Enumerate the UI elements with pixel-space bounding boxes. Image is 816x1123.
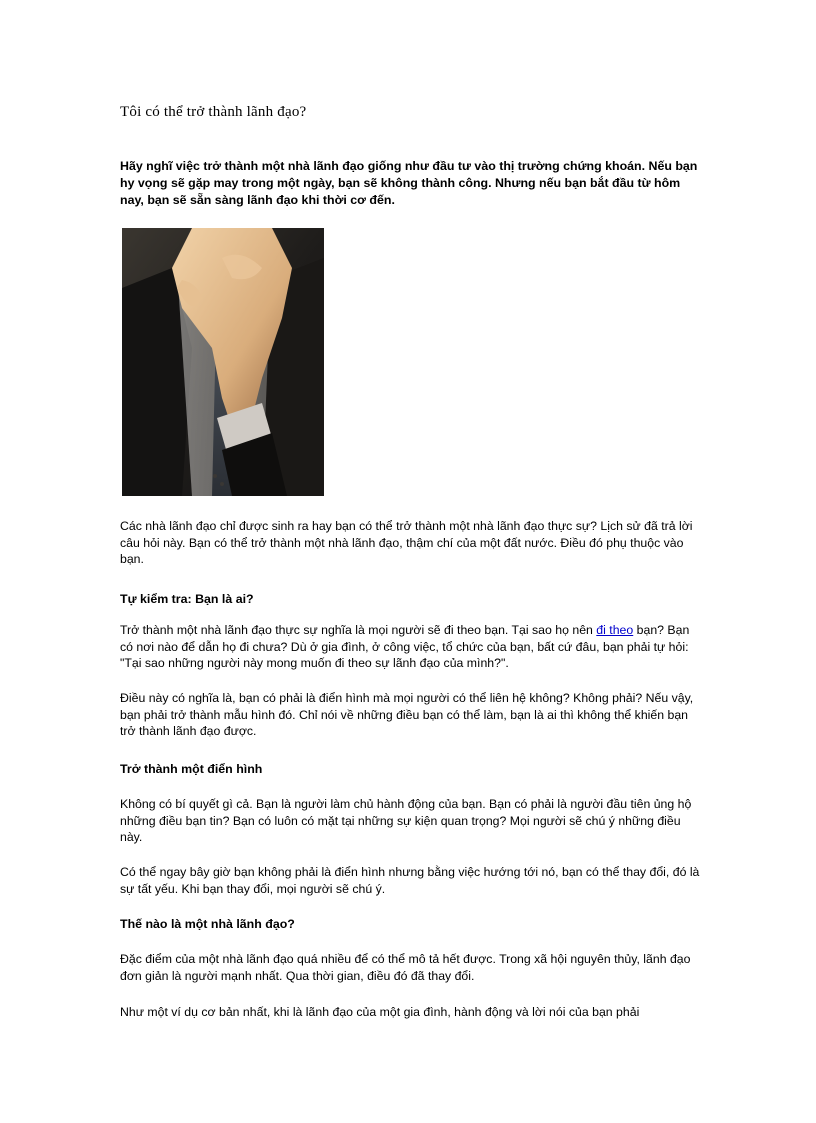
paragraph-family-example: Như một ví dụ cơ bản nhất, khi là lãnh đạo của một gia đình, hành động và lời nói của bạn phải — [120, 1005, 640, 1019]
lead-paragraph: Hãy nghĩ việc trở thành một nhà lãnh đạo giống như đầu tư vào thị trường chứng khoán. Nếu bạn hy vọng sẽ gặp may trong một ngày, bạn sẽ không thành công. Nhưng nếu bạn bắt đầu từ hôm nay, bạn sẽ sẵn sàng lãnh đạo khi thời cơ đến. — [120, 159, 698, 207]
section-heading-become-model: Trở thành một điển hình — [120, 762, 263, 776]
photo-illustration — [122, 228, 324, 496]
paragraph-change: Có thể ngay bây giờ bạn không phải là điển hình nhưng bằng việc hướng tới nó, bạn có thể thay đổi, đó là sự tất yếu. Khi bạn thay đổi, mọi người sẽ chú ý. — [120, 865, 700, 896]
paragraph-traits: Đặc điểm của một nhà lãnh đạo quá nhiều để có thể mô tả hết được. Trong xã hội nguyên thủy, lãnh đạo đơn giản là người mạnh nhất. Qua thời gian, điều đó đã thay đổi. — [120, 952, 691, 983]
intro-paragraph: Các nhà lãnh đạo chỉ được sinh ra hay bạn có thể trở thành một nhà lãnh đạo thực sự? Lịch sử đã trả lời câu hỏi này. Bạn có thể trở thành một nhà lãnh đạo, thậm chí của một đất nước. Điều đó phụ thuộc vào bạn. — [120, 519, 693, 566]
man-adjusting-tie-photo — [122, 228, 324, 496]
section-heading-self-check: Tự kiểm tra: Bạn là ai? — [120, 592, 254, 606]
paragraph-self-check-text-1: Trở thành một nhà lãnh đạo thực sự nghĩa là mọi người sẽ đi theo bạn. Tại sao họ nên — [120, 623, 597, 637]
paragraph-self-check-text-2: bạn? Bạn có nơi nào để dẫn họ đi chưa? Dù ở gia đình, ở công việc, tổ chức của bạn, bất cứ đâu, bạn phải tự hỏi: "Tại sao những người này mong muốn đi theo sự lãnh đạo của mình?". — [120, 623, 690, 670]
section-heading-what-is-leader: Thế nào là một nhà lãnh đạo? — [120, 917, 295, 931]
paragraph-self-check — [120, 622, 700, 672]
document-title: Tôi có thể trở thành lãnh đạo? — [120, 104, 307, 120]
paragraph-no-secret: Không có bí quyết gì cả. Bạn là người làm chủ hành động của bạn. Bạn có phải là người đầu tiên ủng hộ những điều bạn tin? Bạn có luôn có mặt tại những sự kiện quan trọng? Mọi người sẽ chú ý những điều này. — [120, 797, 692, 844]
follow-link[interactable]: đi theo — [596, 623, 634, 637]
paragraph-model: Điều này có nghĩa là, bạn có phải là điển hình mà mọi người có thể liên hệ không? Không phải? Nếu vậy, bạn phải trở thành mẫu hình đó. Chỉ nói về những điều bạn có thể làm, bạn là ai thì không thể khiến bạn trở thành lãnh đạo được. — [120, 691, 694, 738]
